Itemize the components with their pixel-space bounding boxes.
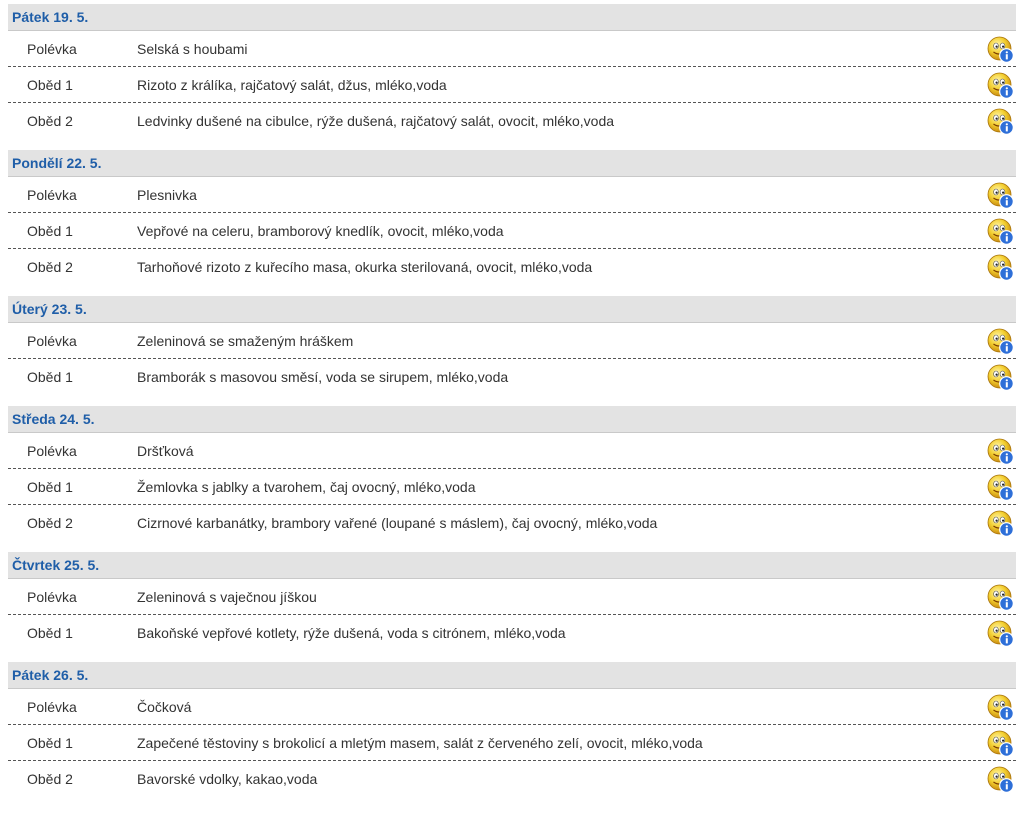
day-section [8,662,1016,797]
meal-dish: Bramborák s masovou směsí, voda se sirupem, mléko,voda [137,369,509,385]
meal-row [8,359,1016,395]
meal-type: Polévka [27,186,77,203]
allergen-info-icon[interactable] [987,730,1014,757]
meal-dish: Žemlovka s jablky a tvarohem, čaj ovocný, mléko,voda [137,478,476,495]
meal-dish: Rizoto z králíka, rajčatový salát, džus, mléko,voda [137,76,447,93]
day-header [8,662,1016,689]
meal-dish: Bavorské vdolky, kakao,voda [137,771,318,787]
meal-row [8,505,1016,541]
meal-type: Oběd 1 [27,222,73,239]
day-title: Čtvrtek 25. 5. [12,557,100,573]
allergen-info-icon[interactable] [987,474,1014,501]
allergen-info-icon[interactable] [987,766,1014,793]
day-section [8,4,1016,139]
meal-row [8,67,1016,103]
meal-dish: Zapečené těstoviny s brokolicí a mletým masem, salát z červeného zelí, ovocit, mléko,voda [137,734,703,751]
day-header [8,406,1016,433]
meal-type: Oběd 1 [27,625,73,641]
meal-type: Oběd 2 [27,259,73,275]
day-title: Pondělí 22. 5. [12,155,102,171]
allergen-info-icon[interactable] [987,510,1014,537]
meal-type: Oběd 1 [27,76,73,93]
lunch-menu [8,4,1016,808]
meal-type: Polévka [27,40,77,57]
day-section [8,150,1016,285]
allergen-info-icon[interactable] [987,218,1014,245]
day-header [8,4,1016,31]
day-title: Úterý 23. 5. [12,301,87,317]
day-header [8,552,1016,579]
day-section [8,406,1016,541]
meal-dish: Cizrnové karbanátky, brambory vařené (loupané s máslem), čaj ovocný, mléko,voda [137,515,658,531]
allergen-info-icon[interactable] [987,620,1014,647]
meal-type: Polévka [27,698,77,715]
day-title: Pátek 19. 5. [12,9,89,25]
day-title: Středa 24. 5. [12,411,95,427]
day-section [8,552,1016,651]
meal-type: Oběd 2 [27,113,73,129]
meal-dish: Zeleninová se smaženým hráškem [137,332,354,349]
allergen-info-icon[interactable] [987,254,1014,281]
meal-type: Polévka [27,332,77,349]
meal-row [8,249,1016,285]
allergen-info-icon[interactable] [987,182,1014,209]
meal-dish: Selská s houbami [137,40,248,57]
day-title: Pátek 26. 5. [12,667,89,683]
meal-dish: Zeleninová s vaječnou jíškou [137,588,317,605]
day-section [8,296,1016,395]
meal-row [8,579,1016,615]
meal-row [8,761,1016,797]
allergen-info-icon[interactable] [987,438,1014,465]
meal-dish: Ledvinky dušené na cibulce, rýže dušená, rajčatový salát, ovocit, mléko,voda [137,113,615,129]
meal-row [8,31,1016,67]
allergen-info-icon[interactable] [987,36,1014,63]
meal-dish: Bakoňské vepřové kotlety, rýže dušená, voda s citrónem, mléko,voda [137,625,566,641]
allergen-info-icon[interactable] [987,694,1014,721]
meal-dish: Tarhoňové rizoto z kuřecího masa, okurka sterilovaná, ovocit, mléko,voda [137,259,593,275]
meal-type: Oběd 1 [27,734,73,751]
meal-dish: Vepřové na celeru, bramborový knedlík, ovocit, mléko,voda [137,222,504,239]
meal-row [8,725,1016,761]
day-header [8,296,1016,323]
day-header [8,150,1016,177]
meal-type: Oběd 2 [27,771,73,787]
meal-type: Oběd 2 [27,515,73,531]
meal-type: Polévka [27,588,77,605]
meal-row [8,213,1016,249]
meal-row [8,177,1016,213]
allergen-info-icon[interactable] [987,584,1014,611]
meal-row [8,323,1016,359]
meal-type: Oběd 1 [27,369,73,385]
meal-row [8,469,1016,505]
allergen-info-icon[interactable] [987,364,1014,391]
meal-row [8,433,1016,469]
meal-dish: Dršťková [137,442,194,459]
allergen-info-icon[interactable] [987,328,1014,355]
meal-dish: Plesnivka [137,186,197,203]
meal-row [8,615,1016,651]
meal-row [8,689,1016,725]
meal-row [8,103,1016,139]
allergen-info-icon[interactable] [987,72,1014,99]
meal-type: Oběd 1 [27,478,73,495]
meal-dish: Čočková [137,698,192,715]
allergen-info-icon[interactable] [987,108,1014,135]
meal-type: Polévka [27,442,77,459]
